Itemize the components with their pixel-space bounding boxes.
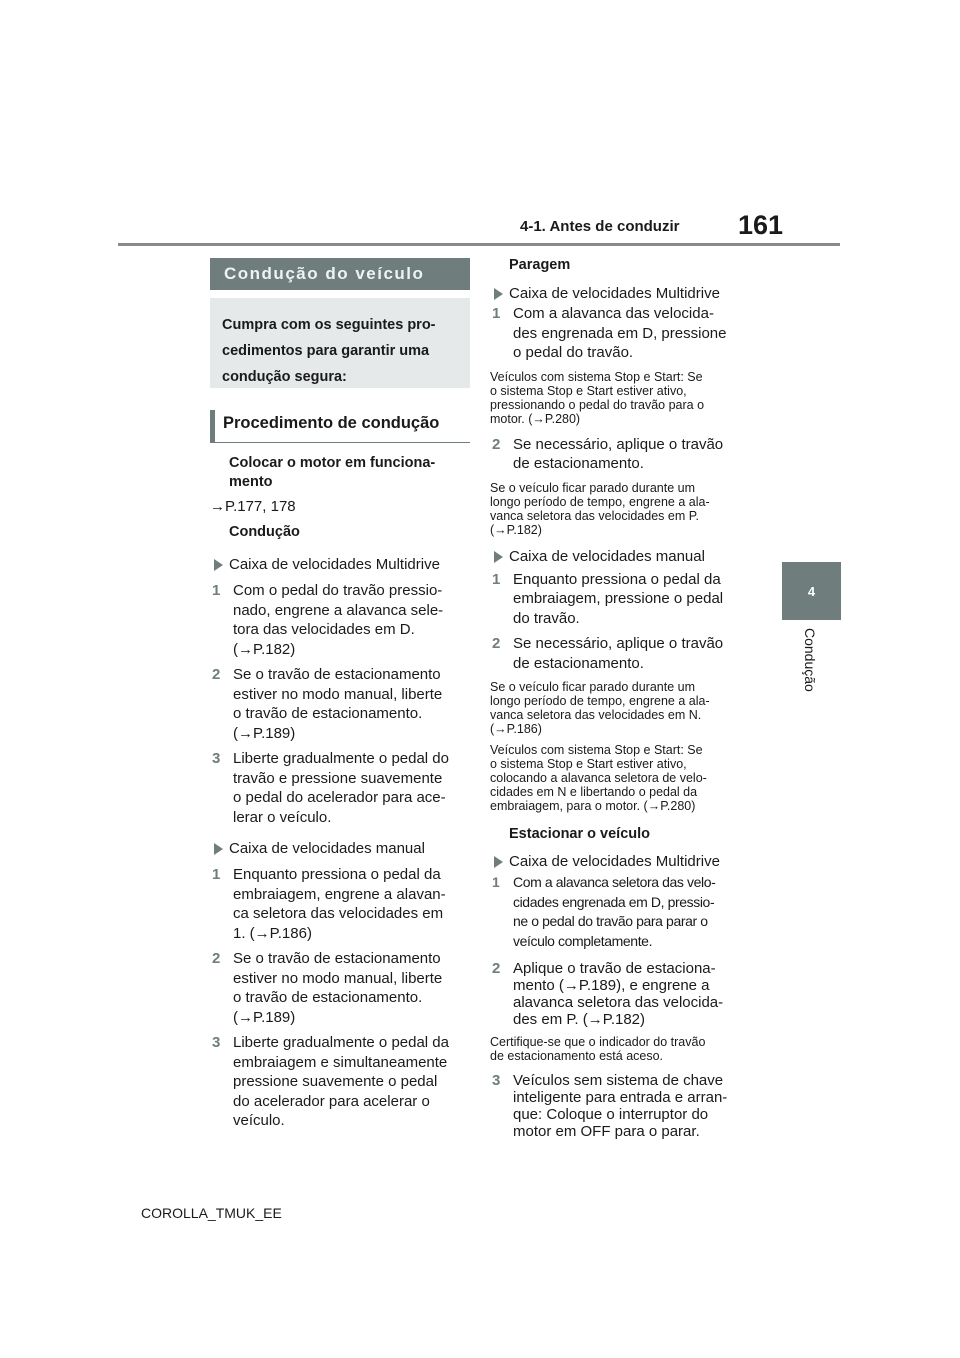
reference-link[interactable]: →P.177, 178 — [210, 498, 296, 515]
note — [490, 743, 758, 813]
step-line: nado, engrene a alavanca sele- — [233, 601, 444, 619]
document-code: COROLLA_TMUK_EE — [141, 1205, 282, 1221]
step-number: 1 — [492, 305, 501, 322]
step-line: do acelerador para acelerar o — [233, 1092, 430, 1110]
step-line: o travão de estacionamento. — [233, 705, 423, 722]
step-item — [210, 949, 470, 1027]
step-item — [490, 634, 758, 673]
step-number: 2 — [492, 635, 501, 652]
step-number: 3 — [492, 1072, 501, 1089]
step-item — [490, 570, 758, 629]
step-line: embraiagem, pressione o pedal — [513, 590, 724, 607]
bullet-manual — [490, 547, 758, 567]
step-line: (→P.189) — [233, 1008, 296, 1026]
bullet-label: Caixa de velocidades manual — [229, 840, 425, 857]
step-line: Se necessário, aplique o travão — [513, 435, 724, 453]
subheading-park: Estacionar o veículo — [509, 826, 651, 842]
subheading-stop: Paragem — [509, 257, 571, 273]
step-number: 2 — [492, 960, 501, 977]
step-number: 2 — [212, 666, 221, 683]
chapter-label-text: Condução — [802, 628, 818, 692]
step-line: 1. (→P.186) — [233, 924, 312, 942]
step-line: Se o travão de estacionamento — [233, 666, 441, 683]
subheading-start — [210, 454, 470, 492]
section-title: 4-1. Antes de conduzir — [520, 218, 680, 235]
note-line: longo período de tempo, engrene a ala- — [490, 494, 710, 509]
intro-line: Cumpra com os seguintes pro- — [222, 317, 436, 333]
step-number: 3 — [212, 750, 221, 767]
step-number: 1 — [492, 874, 500, 890]
step-item — [210, 581, 470, 659]
step-line: Com o pedal do travão pressio- — [233, 582, 443, 599]
step-line: veículo. — [233, 1112, 285, 1129]
step-line: (→P.182) — [233, 640, 296, 658]
arrow-right-icon — [494, 288, 503, 300]
intro-line: cedimentos para garantir uma — [222, 343, 430, 359]
step-item — [490, 304, 758, 363]
note-line: Veículos com sistema Stop e Start: Se — [490, 743, 703, 757]
note — [490, 680, 758, 736]
note-line: Se o veículo ficar parado durante um — [490, 480, 695, 495]
note — [490, 370, 758, 426]
intro-line: condução segura: — [222, 369, 347, 385]
note-line: o sistema Stop e Start estiver ativo, — [490, 757, 687, 771]
step-line: alavanca seletora das velocida- — [513, 994, 724, 1011]
step-line: de estacionamento. — [513, 455, 644, 472]
note-line: (→P.182) — [490, 522, 542, 537]
step-item — [210, 749, 470, 827]
step-line: Enquanto pressiona o pedal da — [513, 570, 721, 588]
note-line: pressionando o pedal do travão para o — [490, 397, 705, 412]
step-line: Se o travão de estacionamento — [233, 950, 441, 967]
note-line: vanca seletora das velocidades em P. — [490, 508, 699, 523]
note-line: Certifique-se que o indicador do travão — [490, 1035, 706, 1049]
step-line: veículo completamente. — [513, 932, 653, 949]
step-line: mento (→P.189), e engrene a — [513, 977, 710, 994]
arrow-right-icon — [214, 843, 223, 855]
left-column — [210, 258, 470, 1131]
note-line: (→P.186) — [490, 722, 542, 736]
note — [490, 1035, 758, 1063]
step-item — [210, 865, 470, 943]
step-line: Aplique o travão de estaciona- — [513, 960, 716, 977]
step-item — [490, 435, 758, 474]
note-line: longo período de tempo, engrene a ala- — [490, 694, 710, 708]
step-line: do travão. — [513, 609, 580, 627]
step-line: estiver no modo manual, liberte — [233, 969, 443, 987]
bullet-multidrive — [490, 284, 758, 304]
arrow-right-icon — [494, 856, 503, 868]
note — [490, 481, 758, 537]
section-heading: Condução do veículo — [210, 258, 470, 290]
note-line: vanca seletora das velocidades em N. — [490, 708, 702, 722]
note-line: de estacionamento está aceso. — [490, 1049, 664, 1063]
step-line: Enquanto pressiona o pedal da — [233, 866, 441, 883]
step-item — [210, 665, 470, 743]
subheading-line: Colocar o motor em funciona- — [229, 455, 436, 471]
bullet-manual — [210, 839, 470, 859]
step-line: Se necessário, aplique o travão — [513, 635, 724, 652]
header-rule — [118, 243, 840, 246]
step-line: embraiagem, engrene a alavan- — [233, 885, 446, 903]
step-line: cidades engrenada em D, pressio- — [513, 893, 715, 910]
step-item — [490, 873, 758, 951]
step-item — [490, 960, 758, 1028]
chapter-number: 4 — [807, 583, 816, 599]
arrow-right-icon — [214, 559, 223, 571]
step-line: tora das velocidades em D. — [233, 621, 415, 638]
step-line: des em P. (→P.182) — [513, 1011, 646, 1028]
note-line: colocando a alavanca seletora de velo- — [490, 771, 707, 785]
bullet-label: Caixa de velocidades manual — [509, 547, 705, 565]
step-line: Liberte gradualmente o pedal da — [233, 1034, 449, 1051]
chapter-tab — [782, 562, 841, 620]
step-line: embraiagem e simultaneamente — [233, 1053, 448, 1071]
step-line: inteligente para entrada e arran- — [513, 1089, 728, 1106]
step-number: 3 — [212, 1034, 221, 1051]
step-number: 1 — [212, 582, 221, 599]
step-line: Com a alavanca das velocida- — [513, 305, 714, 322]
bullet-multidrive — [490, 852, 758, 872]
note-line: cidades em N e libertando o pedal da — [490, 785, 698, 799]
step-line: des engrenada em D, pressione — [513, 324, 727, 342]
note-line: Veículos com sistema Stop e Start: Se — [490, 369, 703, 384]
step-item — [490, 1072, 758, 1140]
right-column — [490, 258, 758, 1140]
note-line: o sistema Stop e Start estiver ativo, — [490, 383, 687, 398]
arrow-right-icon — [494, 551, 503, 563]
step-line: o travão de estacionamento. — [233, 989, 423, 1006]
step-number: 2 — [212, 950, 221, 967]
step-line: (→P.189) — [233, 724, 296, 742]
step-line: lerar o veículo. — [233, 808, 332, 826]
note-line: motor. (→P.280) — [490, 411, 581, 426]
page-number: 161 — [738, 210, 784, 240]
subheading-line: mento — [229, 474, 273, 490]
step-item — [210, 1033, 470, 1131]
step-line: Liberte gradualmente o pedal do — [233, 750, 449, 767]
step-line: que: Coloque o interruptor do — [513, 1106, 709, 1123]
step-line: ca seletora das velocidades em — [233, 905, 444, 922]
step-line: estiver no modo manual, liberte — [233, 685, 443, 703]
step-line: Veículos sem sistema de chave — [513, 1072, 724, 1089]
step-number: 1 — [212, 866, 221, 883]
step-line: o pedal do acelerador para ace- — [233, 789, 446, 806]
bullet-label: Caixa de velocidades Multidrive — [509, 285, 720, 302]
step-line: de estacionamento. — [513, 654, 644, 672]
procedure-heading: Procedimento de condução — [210, 410, 470, 443]
bullet-label: Caixa de velocidades Multidrive — [509, 853, 720, 870]
note-line: embraiagem, para o motor. (→P.280) — [490, 799, 696, 813]
intro-box — [210, 298, 470, 388]
note-line: Se o veículo ficar parado durante um — [490, 680, 695, 694]
step-number: 1 — [492, 570, 501, 588]
chapter-label — [780, 628, 842, 708]
step-line: Com a alavanca seletora das velo- — [513, 874, 716, 890]
step-line: travão e pressione suavemente — [233, 769, 443, 787]
step-line: o pedal do travão. — [513, 344, 634, 361]
step-line: ne o pedal do travão para parar o — [513, 913, 708, 929]
step-line: motor em OFF para o parar. — [513, 1123, 700, 1140]
step-line: pressione suavemente o pedal — [233, 1073, 438, 1090]
bullet-label: Caixa de velocidades Multidrive — [229, 556, 440, 573]
step-number: 2 — [492, 435, 501, 453]
subheading-driving: Condução — [229, 524, 300, 540]
bullet-multidrive — [210, 555, 470, 575]
